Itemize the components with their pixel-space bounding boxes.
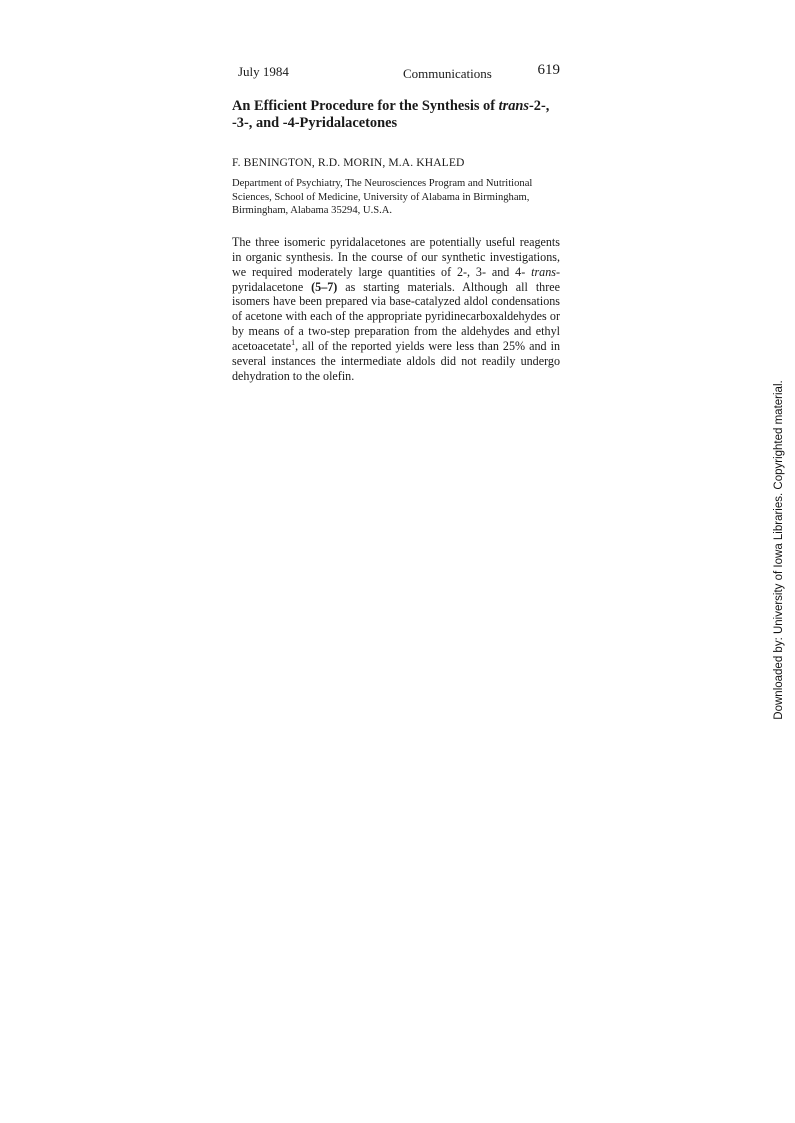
author-affiliation: Department of Psychiatry, The Neurosciences Program and Nutritional Sciences, School of Medicine, University of Alabama in Birmingham, Birmingham, Alabama 35294, U.S.A. [232,178,533,217]
title-text-start: An Efficient Procedure for the Synthesis of [232,98,499,114]
abstract [232,235,560,384]
abstract-text-2: -pyridalacetone [232,264,560,294]
issue-date: July 1984 [238,64,289,79]
abstract-text-4: , all of the reported yields were less than 25% and in several instances the intermediate aldols did not readily undergo dehydration to the olefin. [232,339,560,383]
download-watermark: Downloaded by: University of Iowa Libraries. Copyrighted material. [773,380,785,720]
reference-marker: 1 [291,338,296,348]
page-number: 619 [537,62,560,78]
abstract-paragraph [232,235,560,384]
abstract-italic-trans: trans [531,264,556,279]
title-italic: trans [498,98,530,114]
abstract-text-1: The three isomeric pyridalacetones are potentially useful reagents in organic synthesis. In the course of our synthetic investigations, we required moderately large quantities of 2-, 3- and 4- [232,234,560,279]
title-text-end: -2-, -3-, and -4-Pyridalacetones [232,98,550,131]
abstract-text-3: as starting materials. Although all three isomers have been prepared via base-catalyzed aldol condensations of acetone with each of the appropriate pyridinecarboxaldehydes or by means of a two-step preparation from the aldehydes and ethyl acetoacetate [232,279,560,354]
article [232,98,560,384]
journal-section: Communications [403,66,492,81]
compound-numbers: (5–7) [311,279,338,294]
page-header [238,64,560,84]
author-list: F. BENINGTON, R.D. MORIN, M.A. KHALED [232,156,465,169]
article-title [232,98,560,132]
